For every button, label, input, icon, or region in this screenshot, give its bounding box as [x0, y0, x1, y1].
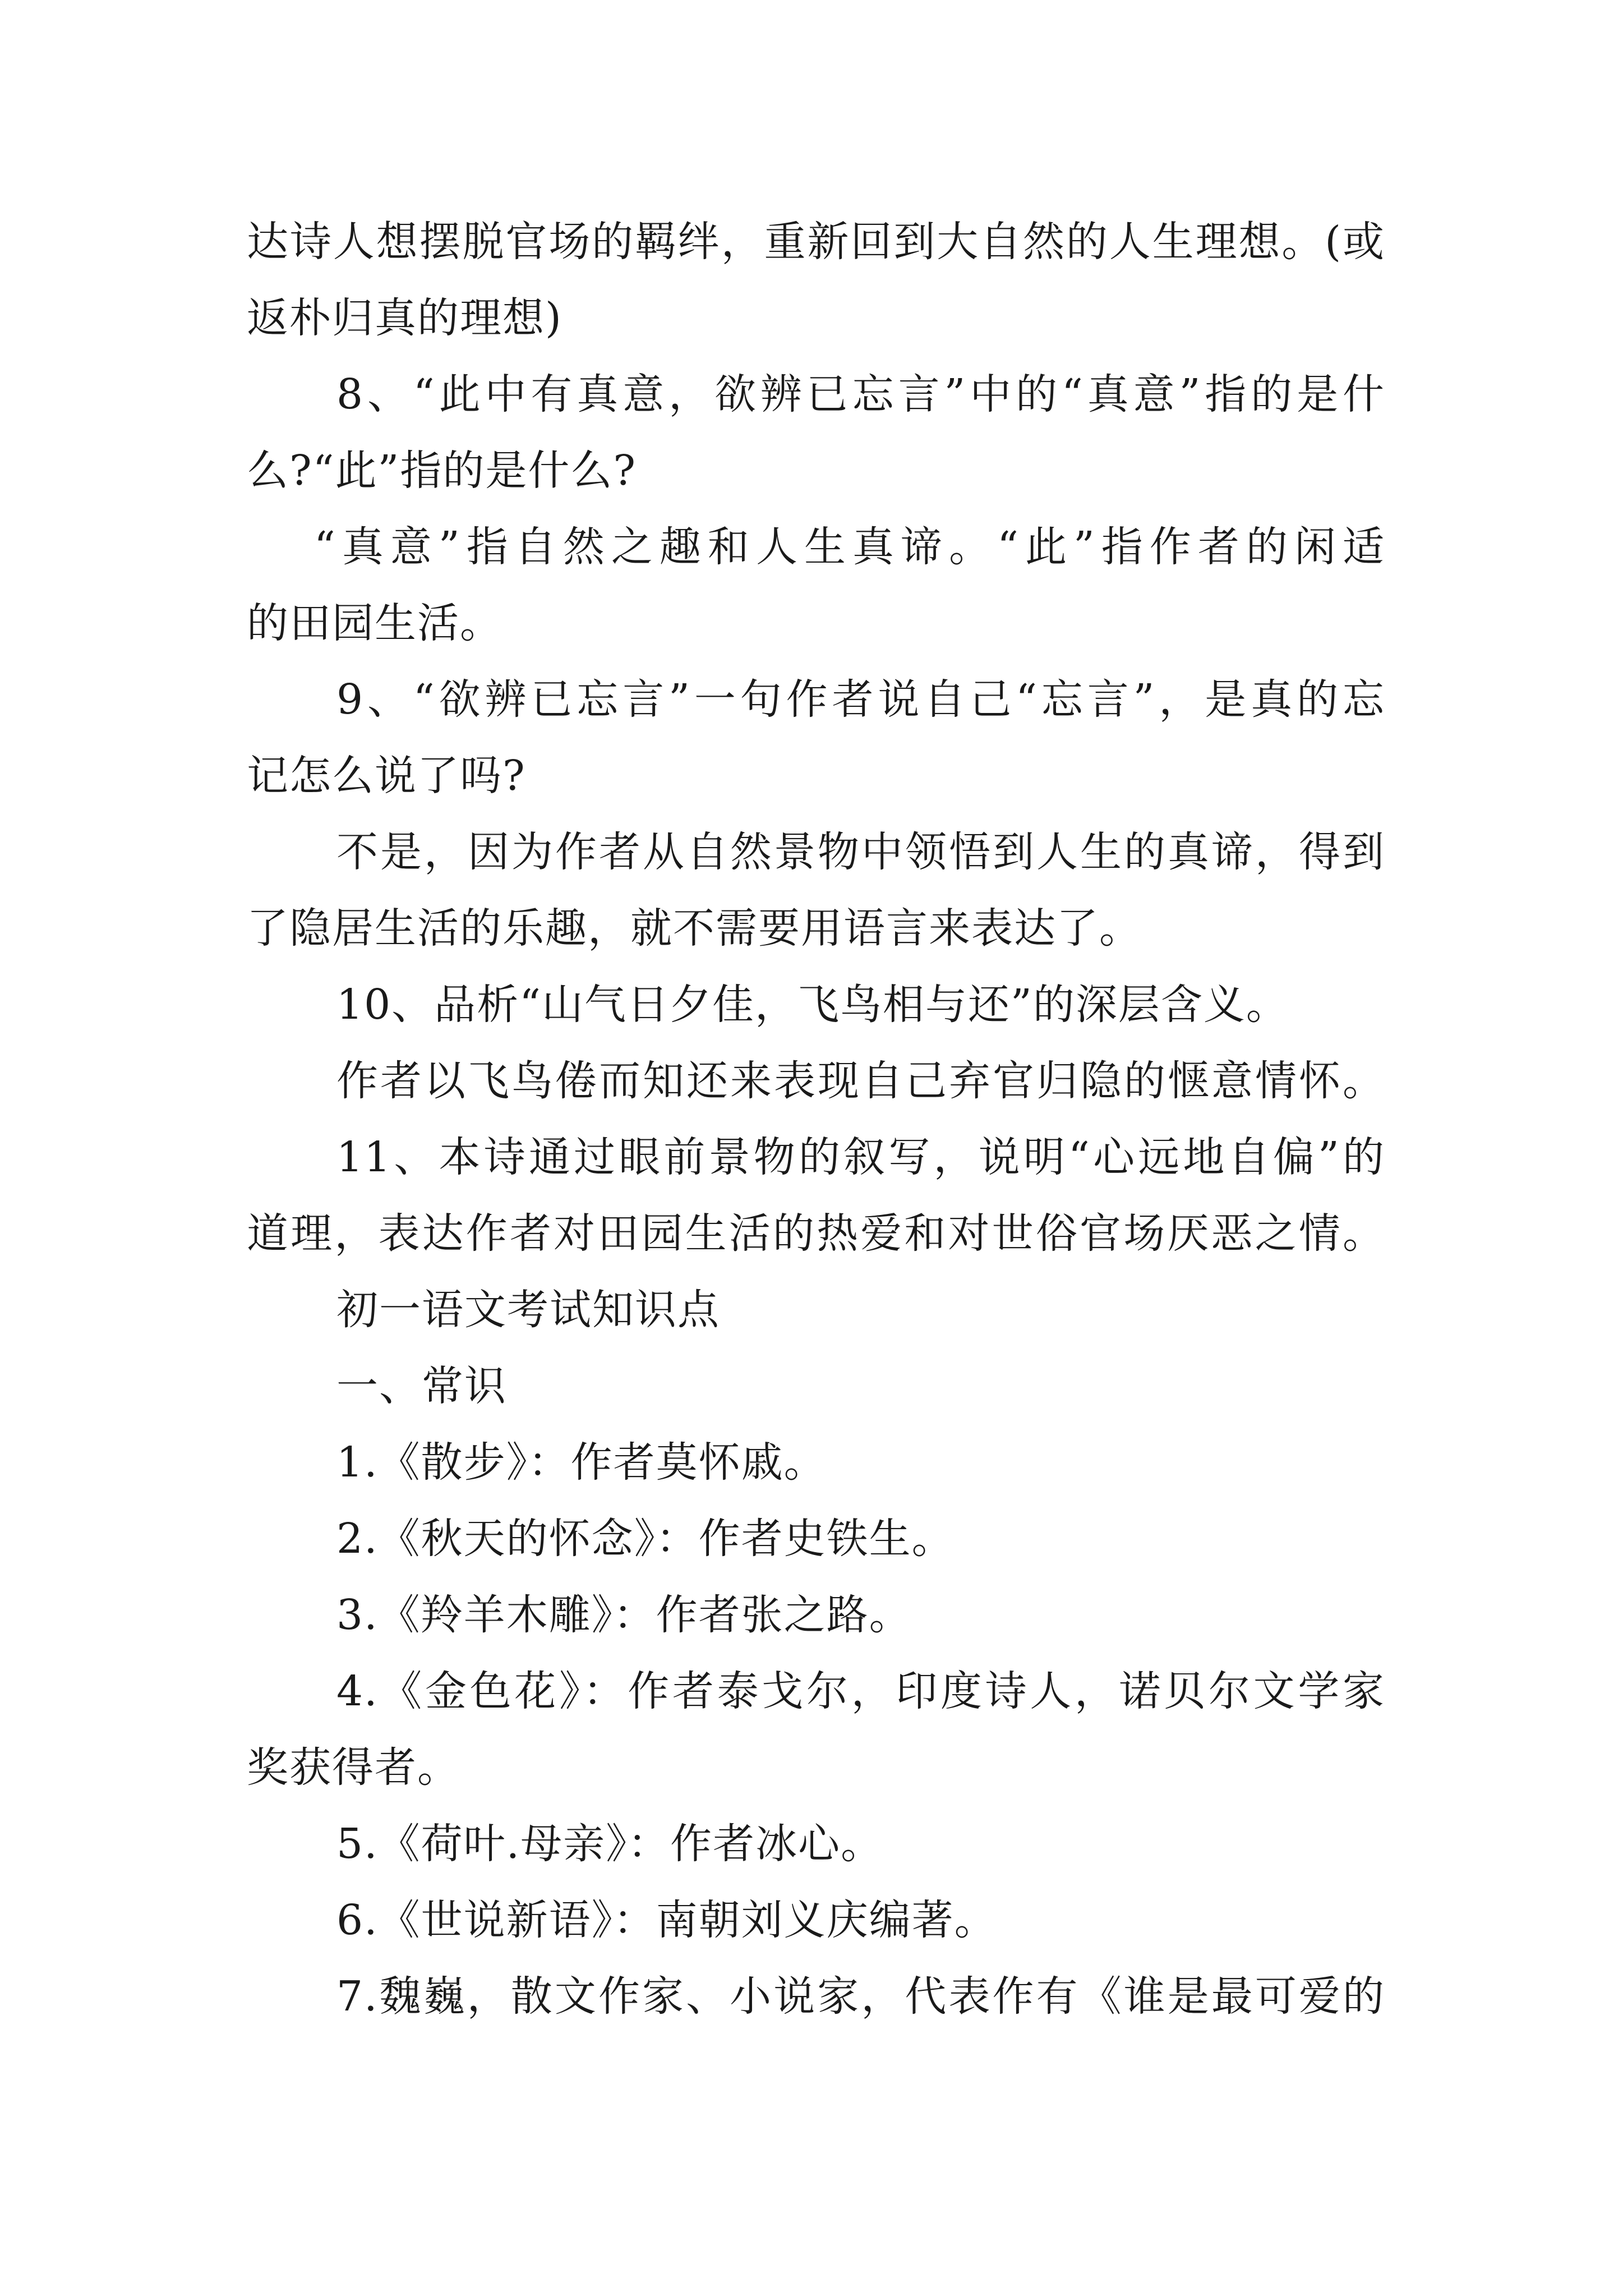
text-line: 4.《金色花》：作者泰戈尔，印度诗人，诺贝尔文学家: [336, 1667, 1385, 1715]
text-line: 作者以飞鸟倦而知还来表现自己弃官归隐的惬意情怀。: [336, 1057, 1385, 1105]
text-line: 返朴归真的理想): [247, 294, 562, 342]
text-line: 11、本诗通过眼前景物的叙写，说明“心远地自偏”的: [336, 1133, 1385, 1181]
text-line: 10、品析“山气日夕佳，飞鸟相与还”的深层含义。: [336, 981, 1289, 1029]
text-line: 1.《散步》：作者莫怀戚。: [336, 1438, 827, 1487]
text-line: 2.《秋天的怀念》：作者史铁生。: [336, 1515, 955, 1563]
text-line: 记怎么说了吗?: [247, 752, 526, 800]
text-line: 5.《荷叶.母亲》：作者冰心。: [336, 1820, 884, 1868]
text-line: 的田园生活。: [247, 599, 502, 647]
text-line: 3.《羚羊木雕》：作者张之路。: [336, 1591, 912, 1639]
text-line: 么?“此”指的是什么?: [247, 447, 637, 495]
text-line: 道理，表达作者对田园生活的热爱和对世俗官场厌恶之情。: [247, 1209, 1385, 1258]
section-heading: 初一语文考试知识点: [336, 1286, 720, 1334]
text-line: 奖获得者。: [247, 1743, 460, 1792]
text-line: “真意”指自然之趣和人生真谛。“此”指作者的闲适: [314, 523, 1385, 571]
section-heading: 一、常识: [336, 1362, 507, 1410]
text-line: 达诗人想摆脱官场的羁绊，重新回到大自然的人生理想。(或: [247, 218, 1385, 266]
text-line: 9、“欲辨已忘言”一句作者说自己“忘言”，是真的忘: [336, 675, 1385, 724]
text-line: 不是，因为作者从自然景物中领悟到人生的真谛，得到: [336, 828, 1385, 876]
text-line: 了隐居生活的乐趣，就不需要用语言来表达了。: [247, 904, 1142, 953]
text-line: 6.《世说新语》：南朝刘义庆编著。: [336, 1896, 997, 1944]
text-line: 8、“此中有真意，欲辨已忘言”中的“真意”指的是什: [336, 370, 1385, 418]
text-line: 7.魏巍，散文作家、小说家，代表作有《谁是最可爱的: [336, 1972, 1385, 2021]
